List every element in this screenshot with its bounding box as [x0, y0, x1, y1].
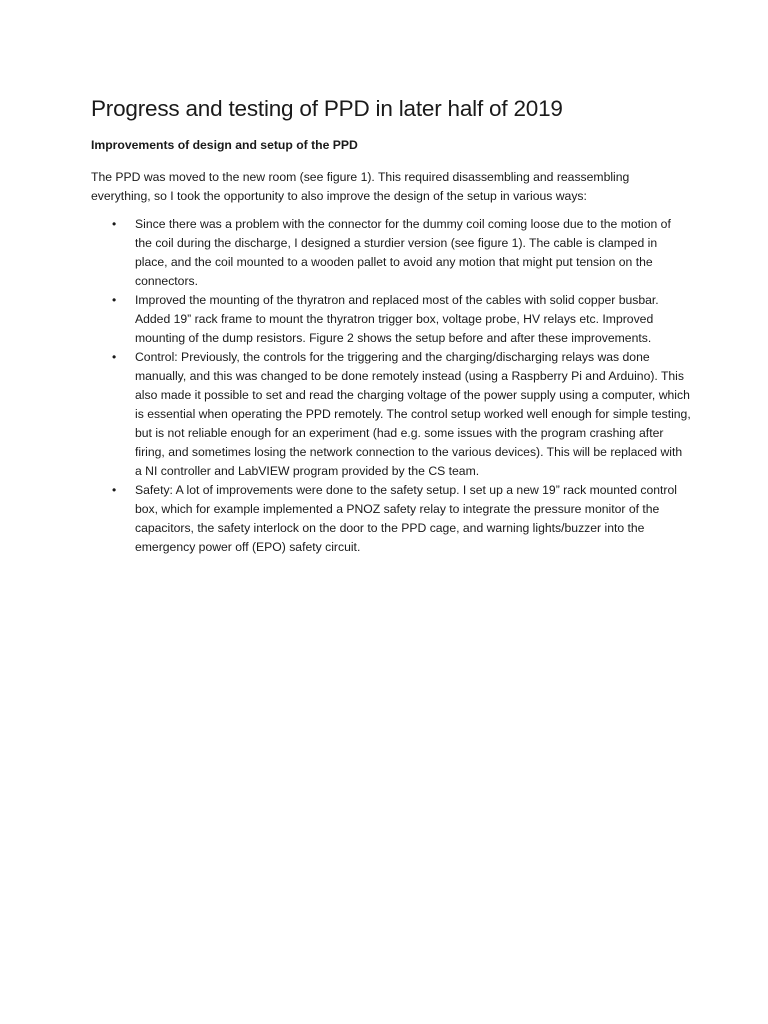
bullet-icon: •: [112, 217, 117, 231]
document-page: [91, 94, 691, 557]
list-item-control: [91, 348, 691, 481]
bullet-icon: •: [112, 483, 117, 497]
list-item-design: [91, 215, 691, 291]
list-item-text: Improved the mounting of the thyratron and replaced most of the cables with solid copper busbar. Added 19” rack frame to mount the thyratron trigger box, voltage probe, HV relays etc. Improved mounting of the dump resistors. Figure 2 shows the setup before and after these improvements.: [135, 293, 659, 345]
list-item-text: Since there was a problem with the connector for the dummy coil coming loose due to the motion of the coil during the discharge, I designed a sturdier version (see figure 1). The cable is clamped in place, and the coil mounted to a wooden pallet to avoid any motion that might put tension on the connectors.: [135, 217, 671, 288]
document-title: Progress and testing of PPD in later half of 2019: [91, 96, 563, 121]
list-item-safety: [91, 481, 691, 557]
list-item-text: Safety: A lot of improvements were done to the safety setup. I set up a new 19” rack mounted control box, which for example implemented a PNOZ safety relay to integrate the pressure monitor of the capacitors, the safety interlock on the door to the PPD cage, and warning lights/buzzer into the emergency power off (EPO) safety circuit.: [135, 483, 677, 554]
improvements-list: [91, 215, 691, 557]
intro-paragraph: The PPD was moved to the new room (see figure 1). This required disassembling and reassembling everything, so I took the opportunity to also improve the design of the setup in various ways:: [91, 170, 630, 203]
list-item-text: Control: Previously, the controls for the triggering and the charging/discharging relays was done manually, and this was changed to be done remotely instead (using a Raspberry Pi and Arduino). This also made it possible to set and read the charging voltage of the power supply using a computer, which is essential when operating the PPD remotely. The control setup worked well enough for simple testing, but is not reliable enough for an experiment (had e.g. some issues with the program crashing after firing, and sometimes losing the network connection to the various devices). This will be replaced with a NI controller and LabVIEW program provided by the CS team.: [135, 350, 691, 478]
bullet-icon: •: [112, 350, 117, 364]
section-heading: Improvements of design and setup of the PPD: [91, 138, 358, 152]
bullet-icon: •: [112, 293, 117, 307]
list-item-mounting: [91, 291, 691, 348]
